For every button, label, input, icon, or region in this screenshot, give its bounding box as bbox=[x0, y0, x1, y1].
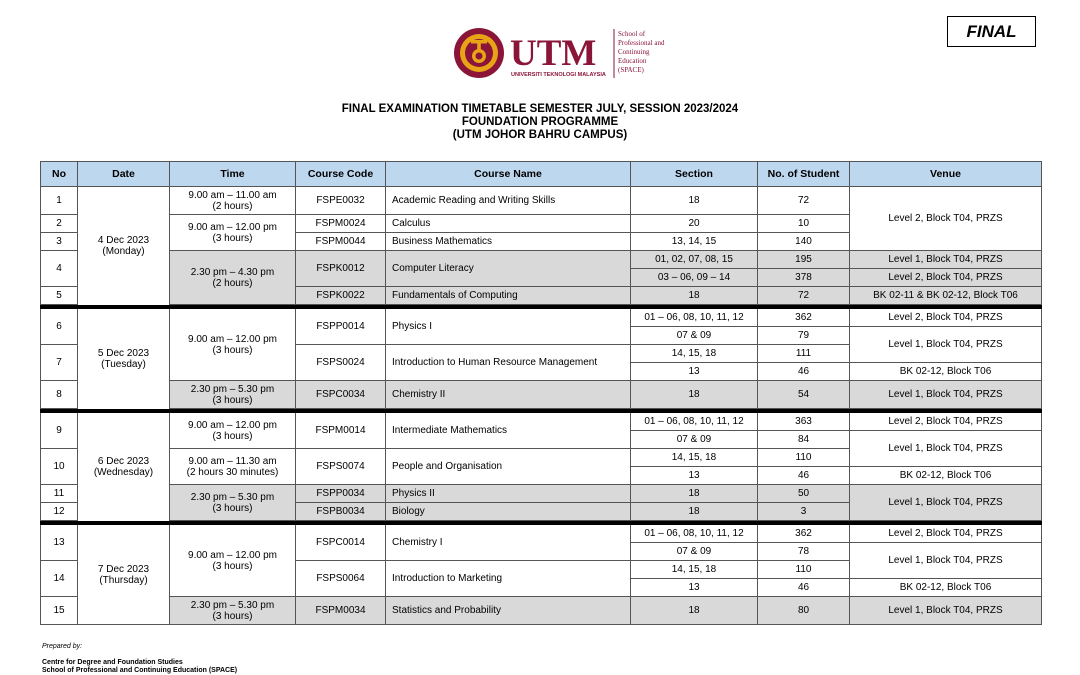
table-row bbox=[41, 597, 1042, 625]
cell-no: 8 bbox=[41, 381, 78, 409]
cell-students: 78 bbox=[758, 543, 850, 561]
cell-no: 15 bbox=[41, 597, 78, 625]
cell-students: 110 bbox=[758, 561, 850, 579]
header-section: Section bbox=[631, 162, 758, 187]
cell-section: 14, 15, 18 bbox=[631, 561, 758, 579]
cell-section: 01 – 06, 08, 10, 11, 12 bbox=[631, 411, 758, 431]
header-no: No bbox=[41, 162, 78, 187]
cell-no: 13 bbox=[41, 523, 78, 561]
cell-students: 111 bbox=[758, 345, 850, 363]
cell-section: 20 bbox=[631, 215, 758, 233]
cell-no: 5 bbox=[41, 287, 78, 305]
cell-section: 18 bbox=[631, 287, 758, 305]
cell-venue: BK 02-12, Block T06 bbox=[850, 579, 1042, 597]
school-line-5: (SPACE) bbox=[618, 66, 644, 74]
cell-students: 46 bbox=[758, 579, 850, 597]
cell-time: 9.00 am – 12.00 pm (3 hours) bbox=[170, 523, 296, 597]
header-students: No. of Student bbox=[758, 162, 850, 187]
cell-course-name: Chemistry I bbox=[386, 523, 631, 561]
cell-date: 7 Dec 2023 (Thursday) bbox=[78, 523, 170, 625]
cell-code: FSPB0034 bbox=[296, 503, 386, 521]
cell-section: 13 bbox=[631, 579, 758, 597]
cell-date: 4 Dec 2023 (Monday) bbox=[78, 187, 170, 308]
cell-students: 140 bbox=[758, 233, 850, 251]
school-line-2: Professional and bbox=[618, 39, 665, 47]
school-line-3: Continuing bbox=[618, 48, 650, 56]
cell-course-name: Business Mathematics bbox=[386, 233, 631, 251]
cell-section: 07 & 09 bbox=[631, 543, 758, 561]
school-line-1: School of bbox=[618, 30, 646, 38]
cell-section: 18 bbox=[631, 503, 758, 521]
cell-course-name: Statistics and Probability bbox=[386, 597, 631, 625]
cell-time: 2.30 pm – 5.30 pm (3 hours) bbox=[170, 485, 296, 521]
cell-no: 3 bbox=[41, 233, 78, 251]
cell-students: 362 bbox=[758, 307, 850, 327]
cell-course-name: Introduction to Marketing bbox=[386, 561, 631, 597]
cell-section: 13, 14, 15 bbox=[631, 233, 758, 251]
cell-venue: BK 02-12, Block T06 bbox=[850, 363, 1042, 381]
cell-venue: Level 2, Block T04, PRZS bbox=[850, 187, 1042, 251]
logo-university: UNIVERSITI TEKNOLOGI MALAYSIA bbox=[511, 72, 606, 78]
cell-course-name: Fundamentals of Computing bbox=[386, 287, 631, 305]
cell-students: 195 bbox=[758, 251, 850, 269]
cell-students: 54 bbox=[758, 381, 850, 409]
cell-section: 18 bbox=[631, 187, 758, 215]
header-course-code: Course Code bbox=[296, 162, 386, 187]
school-line-4: Education bbox=[618, 57, 647, 65]
cell-time: 2.30 pm – 5.30 pm (3 hours) bbox=[170, 381, 296, 409]
cell-section: 13 bbox=[631, 467, 758, 485]
cell-course-name: Intermediate Mathematics bbox=[386, 411, 631, 449]
cell-students: 10 bbox=[758, 215, 850, 233]
cell-venue: Level 1, Block T04, PRZS bbox=[850, 251, 1042, 269]
cell-students: 79 bbox=[758, 327, 850, 345]
cell-code: FSPM0044 bbox=[296, 233, 386, 251]
cell-no: 7 bbox=[41, 345, 78, 381]
cell-no: 1 bbox=[41, 187, 78, 215]
cell-code: FSPC0014 bbox=[296, 523, 386, 561]
cell-venue: Level 1, Block T04, PRZS bbox=[850, 543, 1042, 579]
cell-section: 01, 02, 07, 08, 15 bbox=[631, 251, 758, 269]
cell-time: 2.30 pm – 4.30 pm (2 hours) bbox=[170, 251, 296, 305]
cell-students: 110 bbox=[758, 449, 850, 467]
cell-course-name: Introduction to Human Resource Management bbox=[386, 345, 631, 381]
programme-line: FOUNDATION PROGRAMME bbox=[461, 116, 619, 128]
title-line: FINAL EXAMINATION TIMETABLE SEMESTER JULY, SESSION 2023/2024 bbox=[341, 103, 739, 115]
cell-students: 46 bbox=[758, 467, 850, 485]
cell-time: 2.30 pm – 5.30 pm (3 hours) bbox=[170, 597, 296, 625]
cell-venue: Level 2, Block T04, PRZS bbox=[850, 269, 1042, 287]
cell-no: 6 bbox=[41, 307, 78, 345]
cell-venue: Level 1, Block T04, PRZS bbox=[850, 485, 1042, 521]
cell-no: 14 bbox=[41, 561, 78, 597]
cell-course-name: Physics II bbox=[386, 485, 631, 503]
cell-students: 362 bbox=[758, 523, 850, 543]
cell-students: 72 bbox=[758, 287, 850, 305]
cell-code: FSPE0032 bbox=[296, 187, 386, 215]
cell-section: 01 – 06, 08, 10, 11, 12 bbox=[631, 523, 758, 543]
header-date: Date bbox=[78, 162, 170, 187]
cell-section: 18 bbox=[631, 381, 758, 409]
cell-code: FSPM0014 bbox=[296, 411, 386, 449]
table-row bbox=[41, 251, 1042, 269]
cell-students: 363 bbox=[758, 411, 850, 431]
cell-venue: Level 2, Block T04, PRZS bbox=[850, 523, 1042, 543]
footer-org bbox=[42, 659, 237, 675]
cell-students: 3 bbox=[758, 503, 850, 521]
cell-section: 14, 15, 18 bbox=[631, 345, 758, 363]
cell-code: FSPS0024 bbox=[296, 345, 386, 381]
cell-venue: Level 1, Block T04, PRZS bbox=[850, 597, 1042, 625]
cell-code: FSPM0034 bbox=[296, 597, 386, 625]
cell-course-name: Biology bbox=[386, 503, 631, 521]
cell-code: FSPK0012 bbox=[296, 251, 386, 287]
logo-name: UTM bbox=[510, 33, 597, 74]
cell-students: 378 bbox=[758, 269, 850, 287]
cell-section: 07 & 09 bbox=[631, 431, 758, 449]
cell-time: 9.00 am – 12.00 pm (3 hours) bbox=[170, 411, 296, 449]
header-course-name: Course Name bbox=[386, 162, 631, 187]
school-name: School of Professional and Continuing Education (SPACE) bbox=[42, 667, 238, 674]
cell-section: 18 bbox=[631, 485, 758, 503]
cell-time: 9.00 am – 12.00 pm (3 hours) bbox=[170, 215, 296, 251]
table-row bbox=[41, 307, 1042, 327]
cell-venue: Level 1, Block T04, PRZS bbox=[850, 327, 1042, 363]
header-venue: Venue bbox=[850, 162, 1042, 187]
cell-section: 07 & 09 bbox=[631, 327, 758, 345]
cell-section: 18 bbox=[631, 597, 758, 625]
header-time: Time bbox=[170, 162, 296, 187]
cell-code: FSPP0034 bbox=[296, 485, 386, 503]
centre-name: Centre for Degree and Foundation Studies bbox=[42, 659, 183, 666]
final-stamp: FINAL bbox=[947, 16, 1036, 47]
cell-code: FSPC0034 bbox=[296, 381, 386, 409]
cell-no: 9 bbox=[41, 411, 78, 449]
cell-date: 5 Dec 2023 (Tuesday) bbox=[78, 307, 170, 411]
header-row bbox=[41, 162, 1042, 187]
cell-time: 9.00 am – 11.30 am (2 hours 30 minutes) bbox=[170, 449, 296, 485]
cell-no: 12 bbox=[41, 503, 78, 521]
table-row bbox=[41, 187, 1042, 215]
cell-venue: Level 1, Block T04, PRZS bbox=[850, 431, 1042, 467]
cell-students: 50 bbox=[758, 485, 850, 503]
table-row bbox=[41, 485, 1042, 503]
cell-code: FSPS0064 bbox=[296, 561, 386, 597]
cell-course-name: People and Organisation bbox=[386, 449, 631, 485]
cell-date: 6 Dec 2023 (Wednesday) bbox=[78, 411, 170, 523]
cell-time: 9.00 am – 12.00 pm (3 hours) bbox=[170, 307, 296, 381]
cell-section: 03 – 06, 09 – 14 bbox=[631, 269, 758, 287]
cell-course-name: Physics I bbox=[386, 307, 631, 345]
cell-no: 10 bbox=[41, 449, 78, 485]
cell-no: 4 bbox=[41, 251, 78, 287]
cell-course-name: Academic Reading and Writing Skills bbox=[386, 187, 631, 215]
cell-venue: Level 1, Block T04, PRZS bbox=[850, 381, 1042, 409]
cell-venue: BK 02-12, Block T06 bbox=[850, 467, 1042, 485]
table-row bbox=[41, 411, 1042, 431]
cell-section: 01 – 06, 08, 10, 11, 12 bbox=[631, 307, 758, 327]
cell-section: 14, 15, 18 bbox=[631, 449, 758, 467]
cell-course-name: Calculus bbox=[386, 215, 631, 233]
table-row bbox=[41, 523, 1042, 543]
table-row bbox=[41, 381, 1042, 409]
cell-course-name: Computer Literacy bbox=[386, 251, 631, 287]
cell-venue: Level 2, Block T04, PRZS bbox=[850, 411, 1042, 431]
cell-venue: Level 2, Block T04, PRZS bbox=[850, 307, 1042, 327]
utm-logo bbox=[454, 26, 684, 82]
cell-course-name: Chemistry II bbox=[386, 381, 631, 409]
cell-students: 80 bbox=[758, 597, 850, 625]
cell-students: 72 bbox=[758, 187, 850, 215]
cell-code: FSPP0014 bbox=[296, 307, 386, 345]
cell-no: 11 bbox=[41, 485, 78, 503]
exam-timetable bbox=[40, 161, 1042, 625]
document-title bbox=[0, 103, 1080, 142]
cell-venue: BK 02-11 & BK 02-12, Block T06 bbox=[850, 287, 1042, 305]
cell-code: FSPK0022 bbox=[296, 287, 386, 305]
cell-code: FSPM0024 bbox=[296, 215, 386, 233]
cell-no: 2 bbox=[41, 215, 78, 233]
prepared-by-label: Prepared by: bbox=[42, 643, 83, 650]
cell-code: FSPS0074 bbox=[296, 449, 386, 485]
cell-students: 46 bbox=[758, 363, 850, 381]
campus-line: (UTM JOHOR BAHRU CAMPUS) bbox=[452, 129, 628, 141]
cell-students: 84 bbox=[758, 431, 850, 449]
cell-section: 13 bbox=[631, 363, 758, 381]
utm-emblem-icon bbox=[454, 28, 504, 78]
cell-time: 9.00 am – 11.00 am (2 hours) bbox=[170, 187, 296, 215]
